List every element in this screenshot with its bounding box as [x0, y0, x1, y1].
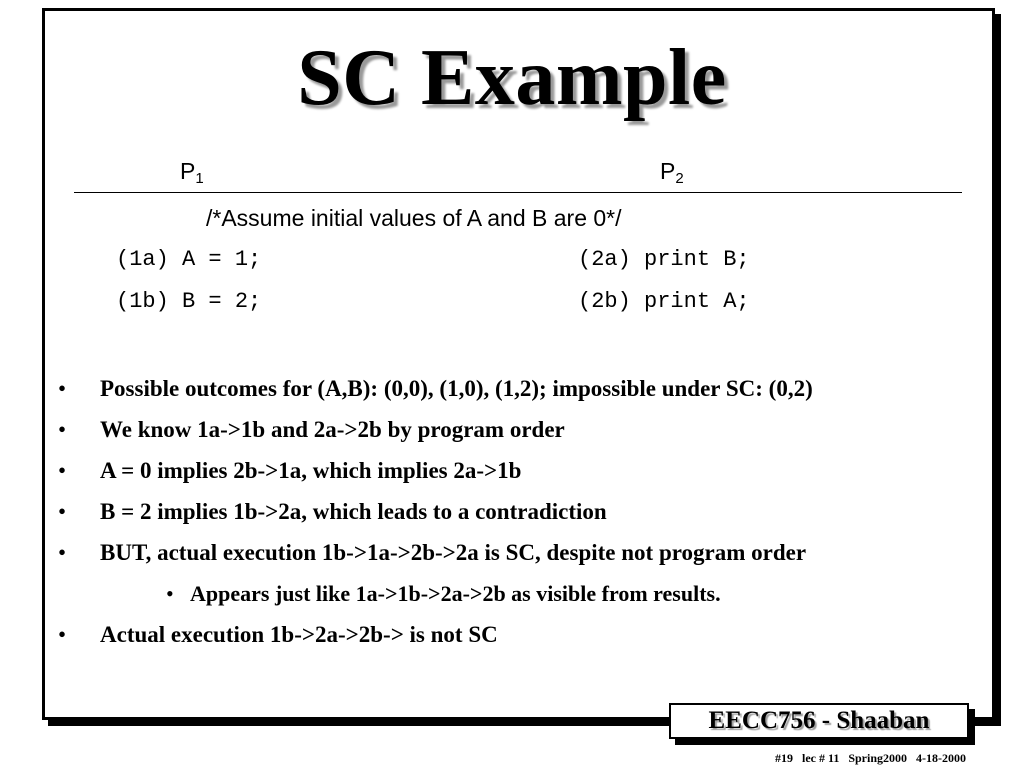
bullet-item	[58, 416, 998, 457]
bullet-item	[58, 621, 998, 662]
sub-bullet-item	[58, 580, 998, 621]
code-line-1a: (1a) A = 1;	[116, 247, 262, 272]
bullet-marker: •	[58, 458, 67, 483]
sub-bullet-text: Appears just like 1a->1b->2a->2b as visible from results.	[190, 581, 721, 606]
bullet-marker: •	[58, 376, 67, 401]
processor-p2-subscript: 2	[675, 170, 684, 187]
bullet-marker: •	[58, 622, 67, 647]
processor-p1-subscript: 1	[195, 170, 204, 187]
bullet-text: A = 0 implies 2b->1a, which implies 2a->1b	[100, 458, 522, 483]
bullet-text: We know 1a->1b and 2a->2b by program order	[100, 417, 565, 442]
code-line-1b: (1b) B = 2;	[116, 289, 262, 314]
processor-p1-label	[180, 158, 204, 187]
code-line-2a: (2a) print B;	[578, 247, 750, 272]
code-line-2b: (2b) print A;	[578, 289, 750, 314]
bullet-text: B = 2 implies 1b->2a, which leads to a contradiction	[100, 499, 607, 524]
bullet-item	[58, 539, 998, 580]
processor-p1-name: P	[180, 158, 196, 184]
bullet-text: Possible outcomes for (A,B): (0,0), (1,0), (1,2); impossible under SC: (0,2)	[100, 376, 813, 401]
processor-p2-label	[660, 158, 684, 187]
bullet-item	[58, 457, 998, 498]
bullet-text: Actual execution 1b->2a->2b-> is not SC	[100, 622, 498, 647]
bullet-marker: •	[58, 540, 67, 565]
footer-details: #19 lec # 11 Spring2000 4-18-2000	[775, 751, 966, 765]
bullet-item	[58, 498, 998, 539]
bullet-list	[58, 375, 998, 662]
bullet-item	[58, 375, 998, 416]
bullet-marker: •	[58, 499, 67, 524]
bullet-text: BUT, actual execution 1b->1a->2b->2a is SC, despite not program order	[100, 540, 807, 565]
sub-bullet-marker: •	[166, 581, 174, 606]
slide-title: SC Example	[297, 34, 727, 122]
assumption-comment: /*Assume initial values of A and B are 0*/	[206, 205, 622, 231]
processor-p2-name: P	[660, 158, 676, 184]
footer-course-box: EECC756 - Shaaban	[669, 703, 969, 739]
header-divider	[74, 192, 962, 193]
bullet-marker: •	[58, 417, 67, 442]
